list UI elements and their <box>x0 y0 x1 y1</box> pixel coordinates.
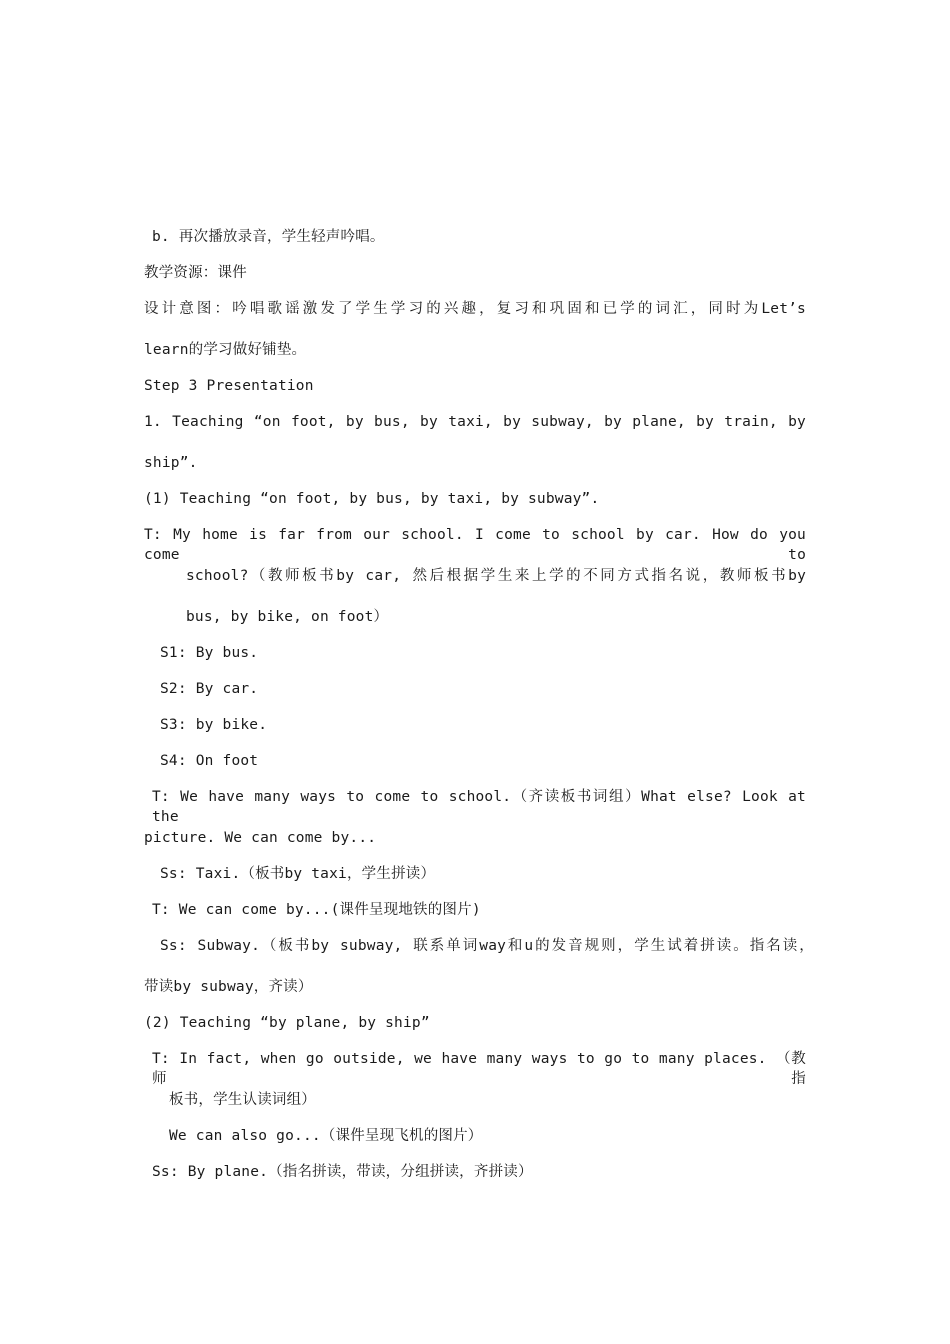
text-line-6: 1. Teaching “on foot, by bus, by taxi, by subway, by plane, by train, by <box>144 414 806 430</box>
text-line-23: T: In fact, when go outside, we have many ways to go to many places. （教师指 <box>152 1051 806 1087</box>
text-line-24: 板书，学生认读词组） <box>169 1092 316 1108</box>
text-line-9: T: My home is far from our school. I come to school by car. How do you come to <box>144 527 806 563</box>
text-line-12: S1: By bus. <box>160 645 259 661</box>
text-line-16: T: We have many ways to come to school.（齐读板书词组）What else? Look at the <box>152 789 806 825</box>
text-line-14: S3: by bike. <box>160 717 268 733</box>
text-line-22: (2) Teaching “by plane, by ship” <box>144 1015 430 1031</box>
text-line-2: 教学资源：课件 <box>144 265 247 281</box>
text-line-18: Ss: Taxi.（板书by taxi，学生拼读） <box>160 866 436 882</box>
text-line-26: Ss: By plane.（指名拼读，带读，分组拼读，齐拼读） <box>152 1164 533 1180</box>
text-line-11: bus, by bike, on foot） <box>186 609 389 625</box>
text-line-10: school?（教师板书by car, 然后根据学生来上学的不同方式指名说，教师板书by <box>186 568 806 584</box>
text-line-7: ship”. <box>144 455 198 471</box>
text-line-4: learn的学习做好铺垫。 <box>144 342 307 358</box>
text-line-21: 带读by subway，齐读） <box>144 979 313 995</box>
text-line-5: Step 3 Presentation <box>144 378 314 394</box>
text-line-8: (1) Teaching “on foot, by bus, by taxi, by subway”. <box>144 491 600 507</box>
text-line-3: 设计意图：吟唱歌谣激发了学生学习的兴趣，复习和巩固和已学的词汇，同时为Let’s <box>144 301 806 317</box>
text-line-20: Ss: Subway.（板书by subway, 联系单词way和u的发音规则，学生试着拼读。指名读， <box>160 938 814 954</box>
text-line-19: T: We can come by...(课件呈现地铁的图片) <box>152 902 481 918</box>
text-line-17: picture. We can come by... <box>144 830 377 846</box>
text-line-15: S4: On foot <box>160 753 259 769</box>
text-line-13: S2: By car. <box>160 681 259 697</box>
text-line-1: b. 再次播放录音，学生轻声吟唱。 <box>152 229 385 245</box>
text-line-25: We can also go...（课件呈现飞机的图片） <box>169 1128 483 1144</box>
